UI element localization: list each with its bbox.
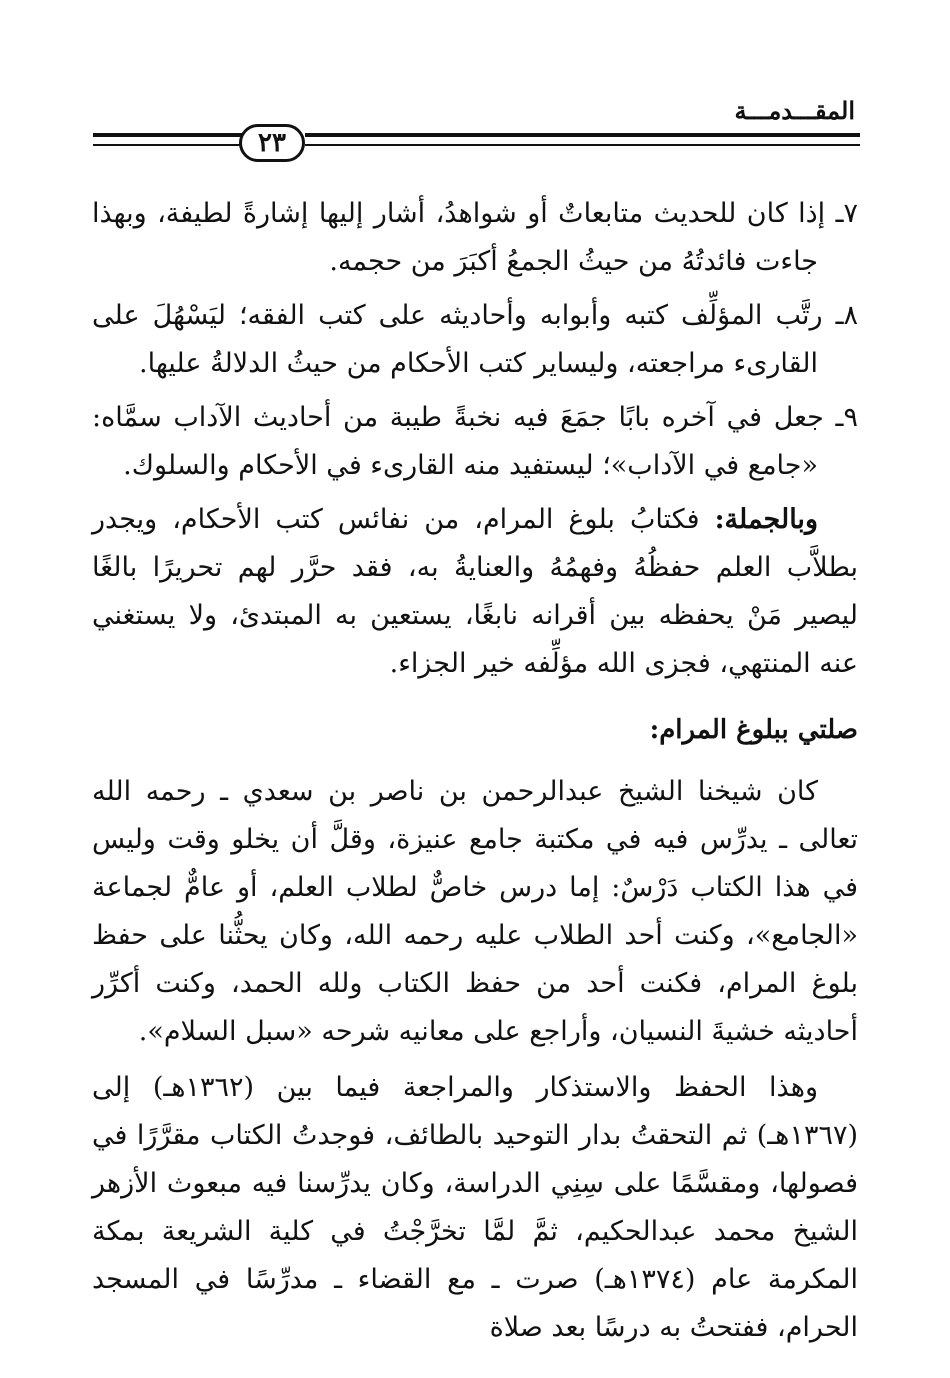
summary-text: فكتابُ بلوغ المرام، من نفائس كتب الأحكام، ويجدر بطلاَّب العلم حفظُهُ وفهمُهُ والعنايةُ به، فقد حرَّر لهم تحريرًا بالغًا ليصير مَنْ يحفظه بين أقرانه نابغًا، يستعين به المبتدئ، ولا يستغني عنه المنتهي، فجزى الله مؤلِّفه خير الجزاء. [92, 504, 858, 679]
section-heading: صلتي ببلوغ المرام: [649, 715, 858, 745]
list-item-text: إذا كان للحديث متابعاتٌ أو شواهدُ، أشار إليها إشارةً لطيفة، وبهذا جاءت فائدتُهُ من حيثُ الجمعُ أكبَرَ من حجمه. [92, 198, 826, 277]
list-item-7 [92, 190, 858, 286]
header-rule-left-top [93, 133, 243, 137]
chapter-title: المقـــدمـــة [734, 96, 855, 125]
list-item-text: جعل في آخره بابًا جمَعَ فيه نخبةً طيبة من أحاديث الآداب سمَّاه: «جامع في الآداب»؛ ليستفيد منه القارىء في الأحكام والسلوك. [92, 402, 824, 481]
list-item-number: ٨ـ [835, 300, 858, 331]
summary-paragraph [92, 496, 858, 688]
section-paragraph-2: وهذا الحفظ والاستذكار والمراجعة فيما بين (١٣٦٢هـ) إلى (١٣٦٧هـ) ثم التحقتُ بدار التوحيد بالطائف، فوجدتُ الكتاب مقرَّرًا في فصولها، ومقسَّمًا على سِنِي الدراسة، وكان يدرِّسنا فيه مبعوث الأزهر الشيخ محمد عبدالحكيم، ثمَّ لمَّا تخرَّجْتُ في كلية الشريعة بمكة المكرمة عام (١٣٧٤هـ) صرت ـ مع القضاء ـ مدرِّسًا في المسجد الحرام، ففتحتُ به درسًا بعد صلاة [92, 1072, 859, 1343]
list-item-number: ٩ـ [835, 402, 858, 433]
page-body [92, 190, 858, 1360]
section-paragraph-1: كان شيخنا الشيخ عبدالرحمن بن ناصر بن سعدي ـ رحمه الله تعالى ـ يدرِّس فيه في مكتبة جامع عنيزة، وقلَّ أن يخلو وقت وليس في هذا الكتاب دَرْسٌ: إما درس خاصٌّ لطلاب العلم، أو عامٌّ لجماعة «الجامع»، وكنت أحد الطلاب عليه رحمه الله، وكان يحثُّنا على حفظ بلوغ المرام، فكنت أحد من حفظ الكتاب ولله الحمد، وكنت أكرِّر أحاديثه خشيةَ النسيان، وأراجع على معانيه شرحه «سبل السلام». [92, 776, 859, 1047]
list-item-9 [92, 394, 858, 490]
list-item-text: رتَّب المؤلِّف كتبه وأبوابه وأحاديثه على كتب الفقه؛ ليَسْهُلَ على القارىء مراجعته، وليساير كتب الأحكام من حيثُ الدلالةُ عليها. [92, 300, 823, 379]
list-item-8 [92, 292, 858, 388]
header-rule-left-bottom [93, 144, 243, 146]
page-number: ٢٣ [239, 124, 305, 162]
summary-lead: وبالجملة: [714, 504, 818, 535]
header-rule-right-bottom [305, 144, 860, 146]
header-rule-right-top [305, 133, 860, 137]
list-item-number: ٧ـ [835, 198, 858, 229]
